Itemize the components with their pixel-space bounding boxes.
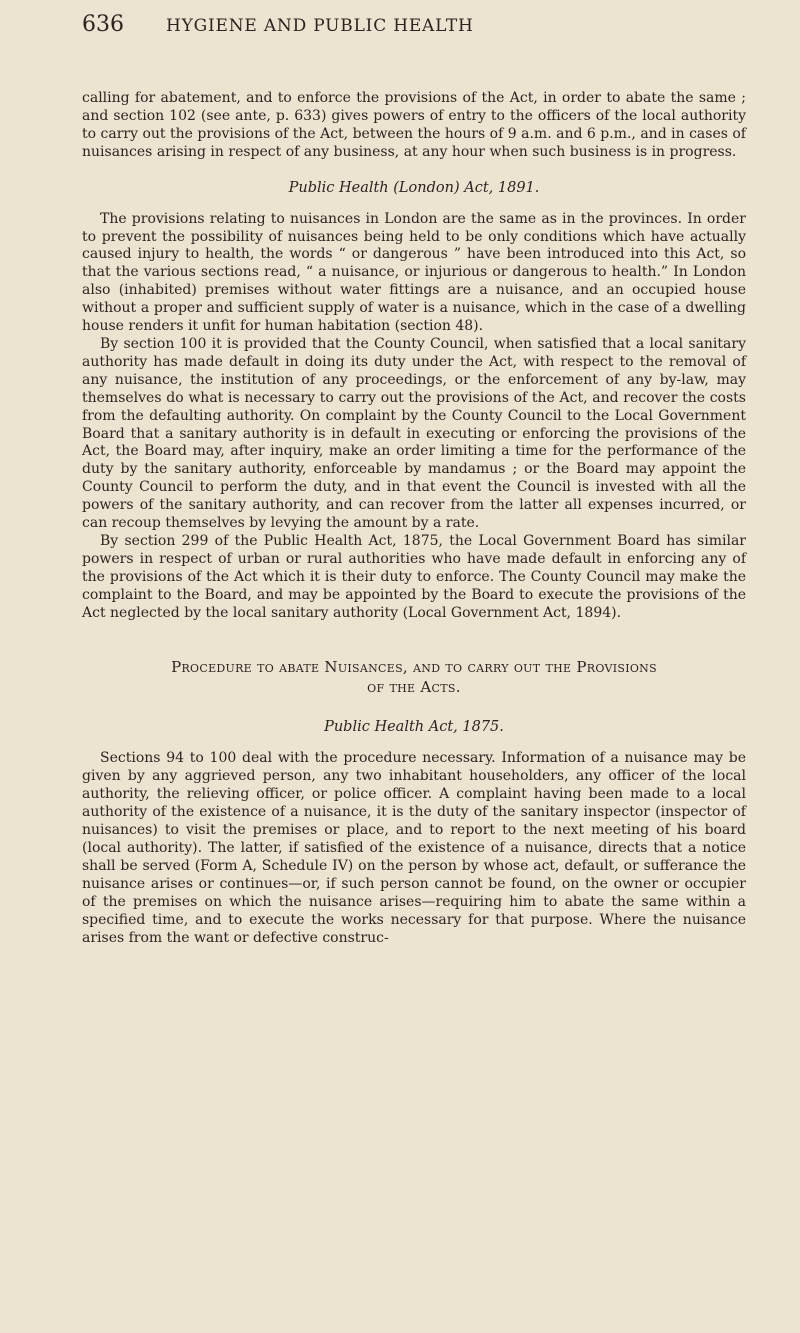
paragraph-sections-94-100: Sections 94 to 100 deal with the procedure necessary. Information of a nuisance may be given by any aggrieved person, any two inhabitant householders, any officer of the local authority, the relieving officer, or police officer. A complaint having been made to a local authority of the existence of a nuisance, it is the duty of the sanitary inspector (inspector of nuisances) to visit the premises or place, and to report to the next meeting of his board (local authority). The latter, if satisfied of the existence of a nuisance, directs that a notice shall be served (Form A, Schedule IV) on the person by whose act, default, or sufferance the nuisance arises or continues—or, if such person cannot be found, on the owner or occupier of the premises on which the nuisance arises—requiring him to abate the same within a specified time, and to execute the works necessary for that purpose. Where the nuisance arises from the want or defective construc- (82, 750, 746, 946)
paragraph-continued: calling for abatement, and to enforce the provisions of the Act, in order to abate the same ; and section 102 (see ante, p. 633) gives powers of entry to the officers of the local authority to carry out the provisions of the Act, between the hours of 9 a.m. and 6 p.m., and in cases of nuisances arising in respect of any business, at any hour when such business is in progress. (82, 90, 746, 160)
page-number: 636 (82, 12, 124, 37)
section-title-public-health-act: Public Health Act, 1875. (324, 719, 504, 736)
section-title-london-act: Public Health (London) Act, 1891. (288, 179, 540, 196)
procedure-heading-line-2: of the Acts. (367, 678, 461, 697)
running-title: HYGIENE AND PUBLIC HEALTH (166, 16, 474, 36)
procedure-heading (82, 657, 746, 697)
running-head (82, 12, 746, 52)
procedure-heading-line-1: Procedure to abate Nuisances, and to carry out the Provisions (171, 658, 657, 677)
paragraph-section-100: By section 100 it is provided that the County Council, when satisfied that a local sanitary authority has made default in doing its duty under the Act, with respect to the removal of any nuisance, the institution of any proceedings, or the enforcement of any by-law, may themselves do what is necessary to carry out the provisions of the Act, and recover the costs from the defaulting authority. On complaint by the County Council to the Local Government Board that a sanitary authority is in default in executing or enforcing the provisions of the Act, the Board may, after inquiry, make an order limiting a time for the performance of the duty by the sanitary authority, enforceable by mandamus ; or the Board may appoint the County Council to perform the duty, and in that event the Council is invested with all the powers of the sanitary authority, and can recover from the latter all expenses incurred, or can recoup themselves by levying the amount by a rate. (82, 335, 746, 532)
paragraph-section-299: By section 299 of the Public Health Act, 1875, the Local Government Board has similar powers in respect of urban or rural authorities who have made default in enforcing any of the provisions of the Act which it is their duty to enforce. The County Council may make the complaint to the Board, and may be appointed by the Board to execute the provisions of the Act neglected by the local sanitary authority (Local Government Act, 1894). (82, 532, 746, 621)
paragraph-london-provisions: The provisions relating to nuisances in London are the same as in the provinces. In order to prevent the possibility of nuisances being held to be only conditions which have actually caused injury to health, the words “ or dangerous ” have been introduced into this Act, so that the various sections read, “ a nuisance, or injurious or dangerous to health.” In London also (inhabited) premises without water fittings are a nuisance, and an occupied house without a proper and sufficient supply of water is a nuisance, which in the case of a dwelling house renders it unfit for human habitation (section 48). (82, 210, 746, 335)
